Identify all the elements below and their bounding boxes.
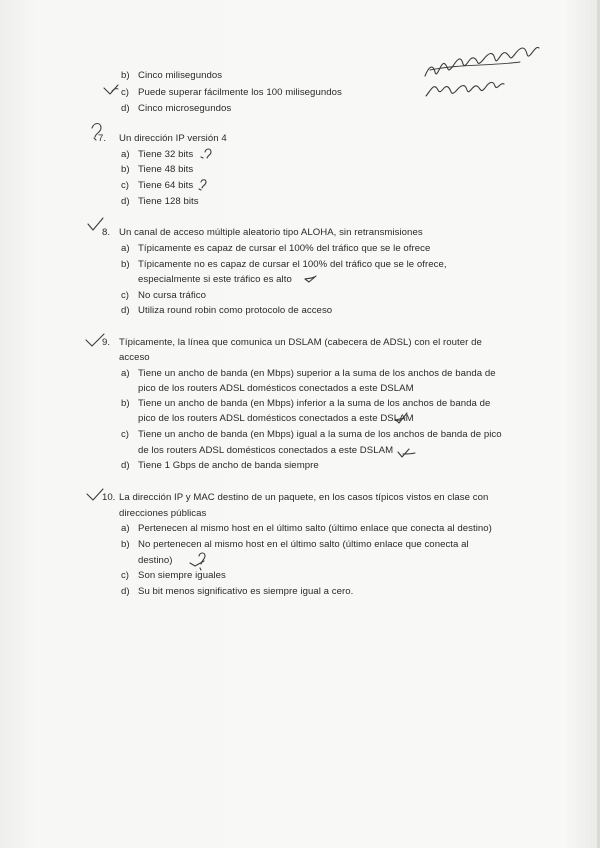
option-label: c) bbox=[121, 180, 129, 191]
option-label: a) bbox=[121, 368, 130, 379]
question-number: 10. bbox=[102, 492, 116, 503]
option-label: d) bbox=[121, 460, 130, 471]
question-mark bbox=[205, 149, 211, 158]
option-text-continued: destino) bbox=[138, 555, 173, 566]
option-label: b) bbox=[121, 70, 130, 81]
option-text-continued: pico de los routers ADSL domésticos conectados a este DSLAM bbox=[138, 413, 414, 424]
option-text: No cursa tráfico bbox=[138, 290, 206, 301]
question-mark bbox=[201, 180, 206, 188]
option-text: Típicamente es capaz de cursar el 100% del tráfico que se le ofrece bbox=[138, 243, 431, 254]
option-text: Tiene un ancho de banda (en Mbps) igual a la suma de los anchos de banda de pico bbox=[138, 429, 502, 440]
check-mark bbox=[88, 218, 103, 230]
option-label: c) bbox=[121, 87, 129, 98]
option-text: Tiene un ancho de banda (en Mbps) inferior a la suma de los anchos de banda de bbox=[138, 398, 491, 409]
check-mark bbox=[104, 85, 118, 94]
option-label: b) bbox=[121, 539, 130, 550]
option-label: d) bbox=[121, 305, 130, 316]
question-stem-continued: acceso bbox=[119, 352, 150, 363]
option-text-continued: especialmente si este tráfico es alto bbox=[138, 274, 292, 285]
question-mark bbox=[199, 553, 205, 564]
option-text: Típicamente no es capaz de cursar el 100% del tráfico que se le ofrece, bbox=[138, 259, 447, 270]
option-label: c) bbox=[121, 570, 129, 581]
option-label: b) bbox=[121, 164, 130, 175]
option-text: Tiene 128 bits bbox=[138, 196, 199, 207]
question-stem-continued: direcciones públicas bbox=[119, 508, 207, 519]
check-mark bbox=[398, 449, 409, 457]
option-label: d) bbox=[121, 586, 130, 597]
option-text-continued: pico de los routers ADSL domésticos conectados a este DSLAM bbox=[138, 383, 414, 394]
question-stem: Típicamente, la línea que comunica un DSLAM (cabecera de ADSL) con el router de bbox=[119, 337, 482, 348]
question-number: 8. bbox=[102, 227, 111, 238]
question-number: 9. bbox=[102, 337, 111, 348]
option-label: b) bbox=[121, 259, 130, 270]
option-text: Utiliza round robin como protocolo de acceso bbox=[138, 305, 333, 316]
question-stem: Un dirección IP versión 4 bbox=[119, 133, 227, 144]
option-label: a) bbox=[121, 523, 130, 534]
option-text: Pertenecen al mismo host en el último salto (último enlace que conecta al destino) bbox=[138, 523, 492, 534]
option-text: Tiene 1 Gbps de ancho de banda siempre bbox=[138, 460, 319, 471]
question-number: 7. bbox=[98, 133, 107, 144]
option-text: Cinco microsegundos bbox=[138, 103, 232, 114]
option-text: Tiene 32 bits bbox=[138, 149, 194, 160]
check-mark bbox=[87, 489, 103, 500]
option-label: a) bbox=[121, 243, 130, 254]
option-text-continued: de los routers ADSL domésticos conectados a este DSLAM bbox=[138, 445, 394, 456]
signature-scribble-2 bbox=[426, 82, 504, 96]
option-text: Tiene 64 bits bbox=[138, 180, 194, 191]
check-mark bbox=[86, 334, 104, 346]
option-label: c) bbox=[121, 290, 129, 301]
option-text: Cinco milisegundos bbox=[138, 70, 223, 81]
question-stem: Un canal de acceso múltiple aleatorio tipo ALOHA, sin retransmisiones bbox=[119, 227, 423, 238]
option-label: a) bbox=[121, 149, 130, 160]
option-text: Son siempre iguales bbox=[138, 570, 226, 581]
question-mark bbox=[92, 124, 101, 138]
option-label: d) bbox=[121, 103, 130, 114]
option-text: Tiene 48 bits bbox=[138, 164, 194, 175]
option-text: Puede superar fácilmente los 100 milisegundos bbox=[138, 87, 342, 98]
option-label: b) bbox=[121, 398, 130, 409]
option-text: Su bit menos significativo es siempre igual a cero. bbox=[138, 586, 354, 597]
option-label: d) bbox=[121, 196, 130, 207]
question-stem: La dirección IP y MAC destino de un paquete, en los casos típicos vistos en clase con bbox=[119, 492, 489, 503]
option-text: Tiene un ancho de banda (en Mbps) superior a la suma de los anchos de banda de bbox=[138, 368, 496, 379]
signature-scribble bbox=[425, 47, 539, 76]
option-text: No pertenecen al mismo host en el último salto (último enlace que conecta al bbox=[138, 539, 469, 550]
option-label: c) bbox=[121, 429, 129, 440]
